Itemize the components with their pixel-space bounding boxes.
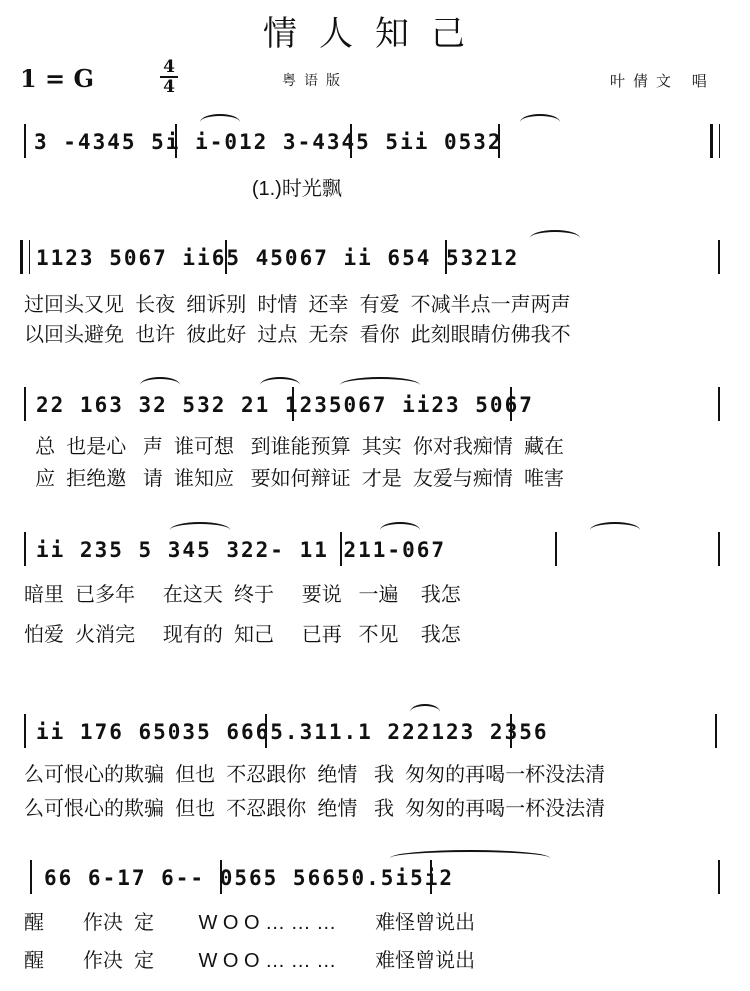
score-row-2 — [20, 238, 720, 278]
score-row-6 — [20, 858, 720, 898]
key-signature: 1 = G — [20, 64, 95, 93]
barline — [718, 860, 720, 894]
slur — [140, 377, 180, 393]
lyric-line: 么可恨心的欺骗 但也 不忍跟你 绝情 我 匆匆的再喝一杯没法清 — [24, 798, 606, 820]
barline — [718, 387, 720, 421]
song-title: 情人知己 — [263, 14, 487, 54]
score-row-1 — [20, 122, 720, 162]
slur — [380, 522, 420, 538]
singer-label: 叶倩文 唱 — [610, 72, 715, 90]
score-row-4 — [20, 530, 720, 570]
slur — [520, 114, 560, 130]
lyric-line: 以回头避免 也许 彼此好 过点 无奈 看你 此刻眼睛仿佛我不 — [24, 324, 571, 346]
slur — [390, 850, 550, 866]
notation-line: 66 6-17 6-- 0565 56650.5i5i2 — [44, 866, 455, 890]
barline — [510, 714, 512, 748]
notation-line: ii 235 5 345 322- 11 211-067 — [36, 538, 447, 562]
time-signature — [160, 58, 178, 96]
barline — [555, 532, 557, 566]
slur — [170, 522, 230, 538]
lyric-line: 醒 作决 定 W O O … … … 难怪曾说出 — [24, 950, 476, 972]
notation-line: ii 176 65035 6665.311.1 222123 2356 — [36, 720, 549, 744]
score-row-5 — [20, 712, 720, 752]
lyric-line: 醒 作决 定 W O O … … … 难怪曾说出 — [24, 912, 476, 934]
lyric-line: 应 拒绝邀 请 谁知应 要如何辩证 才是 友爱与痴情 唯害 — [24, 468, 565, 490]
time-signature-bottom: 4 — [160, 76, 178, 96]
time-signature-top: 4 — [163, 57, 175, 77]
barline — [350, 124, 352, 158]
notation-line: 3 -4345 5i i-012 3-4345 5ii 0532 — [34, 130, 503, 154]
slur — [200, 114, 240, 130]
barline — [718, 532, 720, 566]
barline — [340, 532, 342, 566]
version-label: 粤语版 — [282, 73, 348, 89]
barline — [510, 387, 512, 421]
double-barline — [710, 124, 720, 158]
slur — [530, 230, 580, 246]
notation-line: 22 163 32 532 21 1235067 ii23 5067 — [36, 393, 534, 417]
barline — [718, 240, 720, 274]
slur — [260, 377, 300, 393]
lyric-line: 过回头又见 长夜 细诉别 时情 还幸 有爱 不减半点一声两声 — [24, 294, 571, 316]
lyric-line: 怕爱 火消完 现有的 知己 已再 不见 我怎 — [24, 624, 461, 646]
slur — [340, 377, 420, 393]
lyric-line: 暗里 已多年 在这天 终于 要说 一遍 我怎 — [24, 584, 461, 606]
lyric-line: 么可恨心的欺骗 但也 不忍跟你 绝情 我 匆匆的再喝一杯没法清 — [24, 764, 606, 786]
notation-line: 1123 5067 ii65 45067 ii 654 53212 — [36, 246, 520, 270]
barline — [175, 124, 177, 158]
barline — [220, 860, 222, 894]
lyric-line: (1.)时光飘 — [24, 178, 342, 200]
lyric-line: 总 也是心 声 谁可想 到谁能预算 其实 你对我痴情 藏在 — [24, 436, 565, 458]
slur — [410, 704, 440, 720]
barline — [498, 124, 500, 158]
barline — [265, 714, 267, 748]
score-row-3 — [20, 385, 720, 425]
barline — [225, 240, 227, 274]
barline — [445, 240, 447, 274]
slur — [590, 522, 640, 538]
barline — [715, 714, 717, 748]
